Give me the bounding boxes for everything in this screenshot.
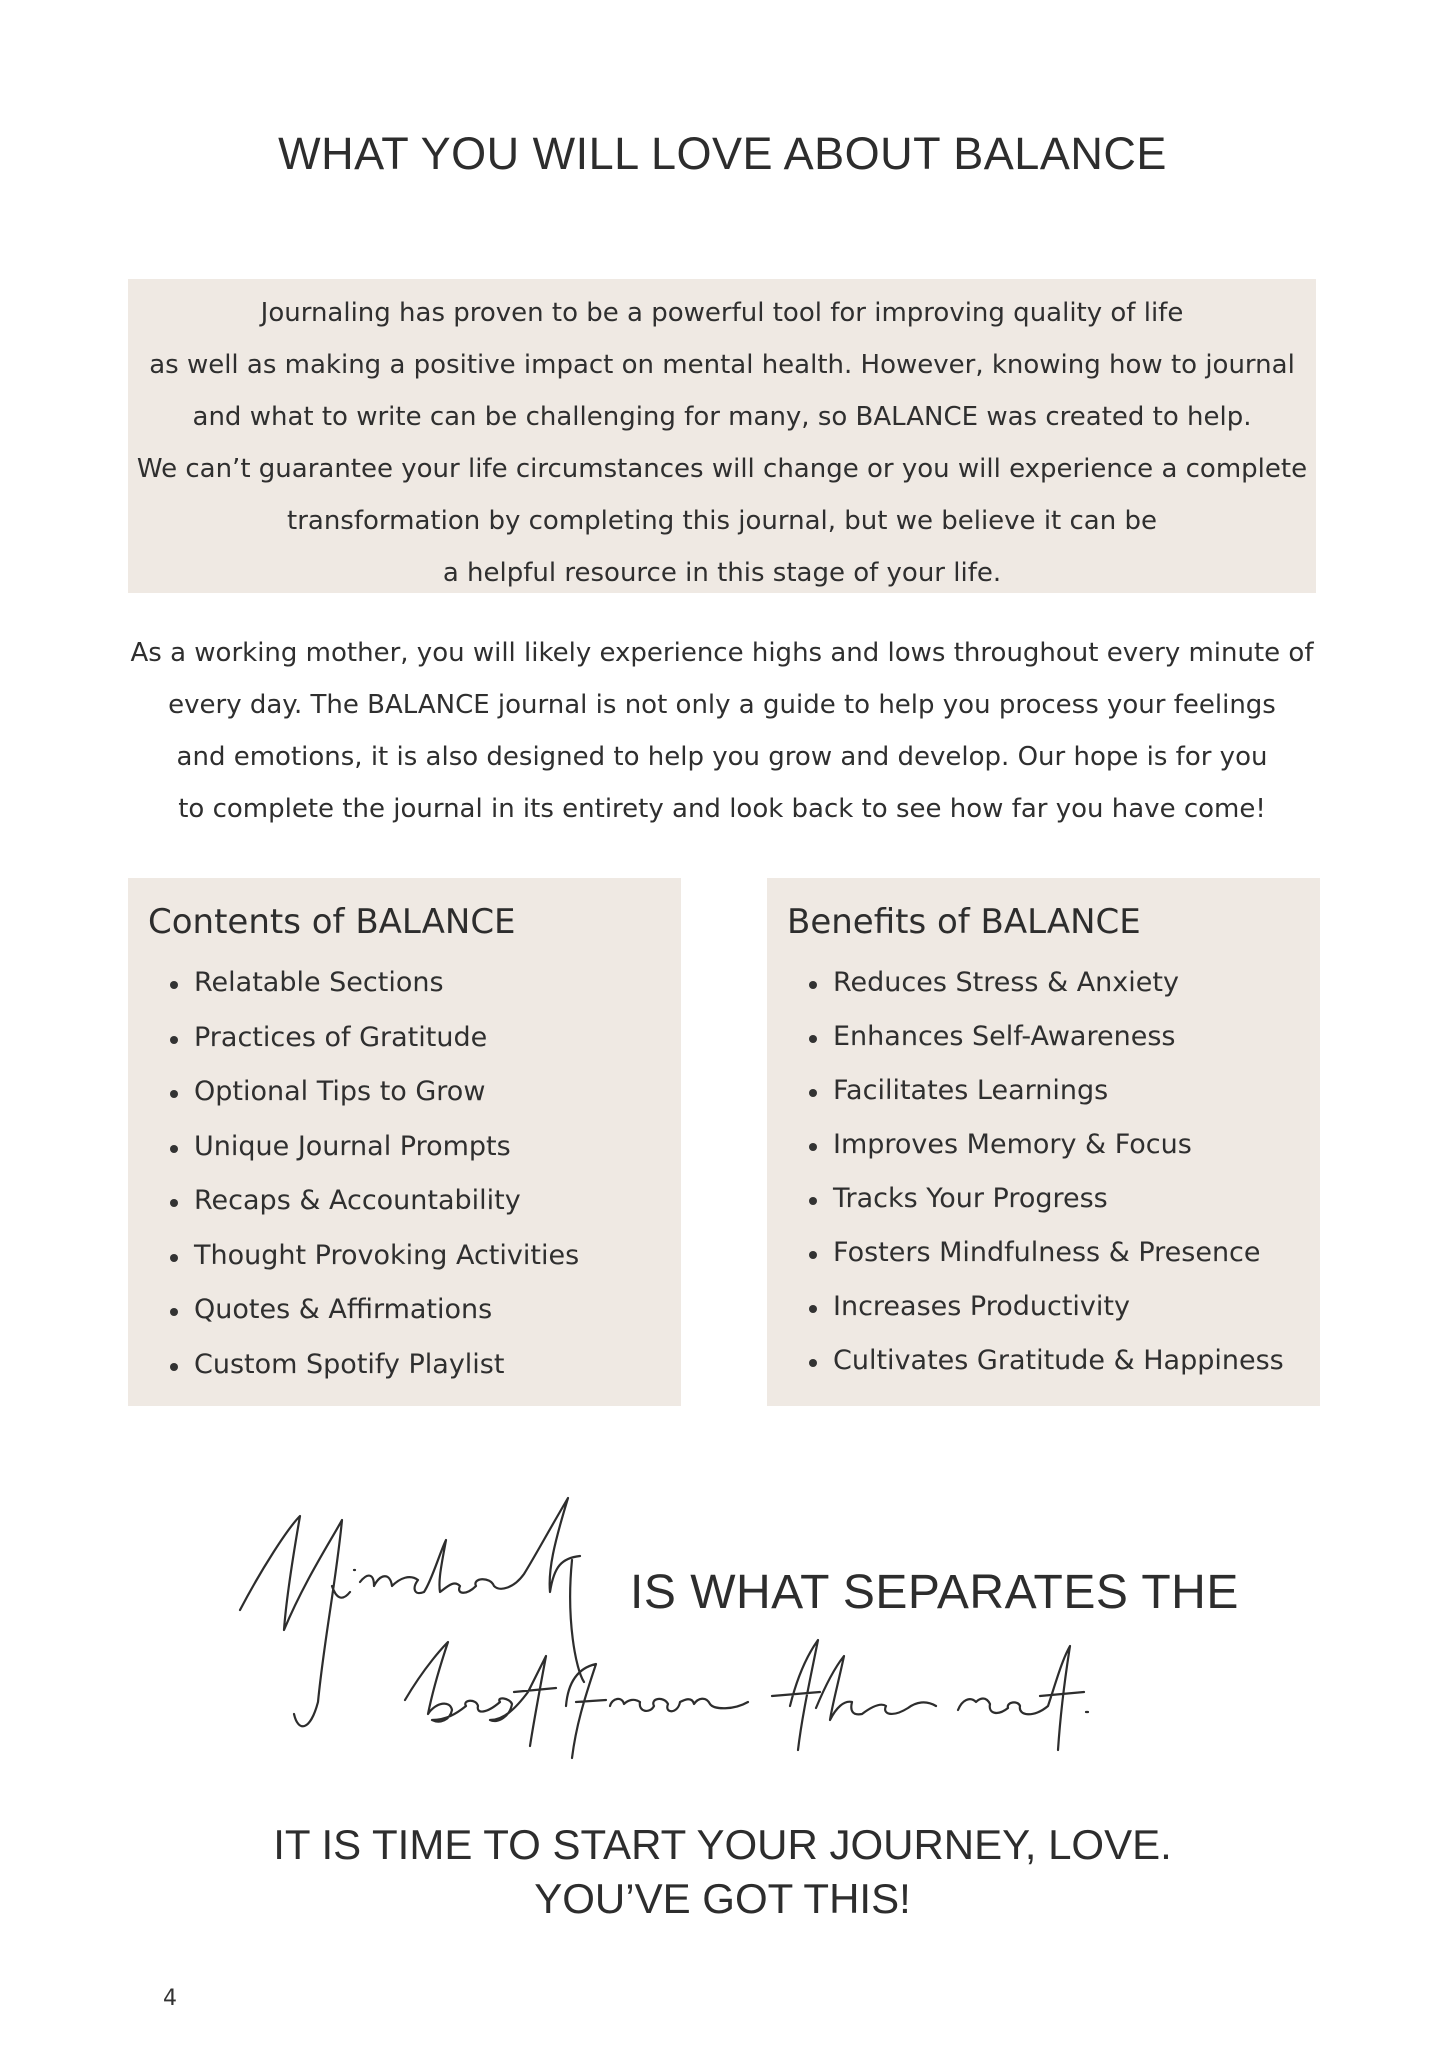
bullet-icon <box>809 1359 817 1367</box>
intro-line: We can’t guarantee your life circumstances will change or you will experience a complete <box>136 454 1308 484</box>
benefits-heading: Benefits of BALANCE <box>787 902 1141 942</box>
list-item-label: Fosters Mindfulness & Presence <box>833 1237 1261 1268</box>
script-lettering <box>0 1470 1445 1770</box>
list-item <box>170 1174 661 1229</box>
intro-line: a helpful resource in this stage of your life. <box>442 558 1002 588</box>
bullet-icon <box>809 1143 817 1151</box>
list-item <box>809 1064 1300 1118</box>
benefits-box <box>767 878 1320 1406</box>
list-item-label: Recaps & Accountability <box>194 1185 521 1216</box>
list-item-label: Quotes & Affirmations <box>194 1294 493 1325</box>
list-item-label: Enhances Self-Awareness <box>833 1021 1176 1052</box>
list-item <box>170 1065 661 1120</box>
intro-line: as well as making a positive impact on mental health. However, knowing how to journal <box>149 350 1295 380</box>
paragraph-line: to complete the journal in its entirety and look back to see how far you have come! <box>178 794 1266 824</box>
script-line-best-from-the-rest <box>405 1640 1088 1758</box>
list-item <box>170 1011 661 1066</box>
bullet-icon <box>170 981 178 989</box>
mindset-quote <box>0 1470 1445 1770</box>
intro-line: transformation by completing this journal, but we believe it can be <box>287 506 1157 536</box>
list-item-label: Improves Memory & Focus <box>833 1129 1192 1160</box>
body-paragraph <box>128 627 1316 835</box>
list-item-label: Increases Productivity <box>833 1291 1130 1322</box>
list-item-label: Facilitates Learnings <box>833 1075 1109 1106</box>
list-item-label: Tracks Your Progress <box>833 1183 1108 1214</box>
list-item-label: Thought Provoking Activities <box>194 1239 580 1271</box>
list-item <box>170 1283 661 1338</box>
bullet-icon <box>170 1363 178 1371</box>
bullet-icon <box>809 981 817 989</box>
list-item <box>809 1280 1300 1334</box>
list-item <box>170 1338 661 1393</box>
list-item-label: Cultivates Gratitude & Happiness <box>833 1345 1284 1376</box>
bullet-icon <box>809 1089 817 1097</box>
closing-message <box>0 1818 1445 1926</box>
list-item <box>809 956 1300 1010</box>
bullet-icon <box>809 1305 817 1313</box>
page-number: 4 <box>163 1986 177 2011</box>
list-item <box>809 1334 1300 1388</box>
list-item <box>809 1172 1300 1226</box>
contents-list <box>148 956 661 1392</box>
paragraph-line: and emotions, it is also designed to help you grow and develop. Our hope is for you <box>176 742 1268 772</box>
intro-line: and what to write can be challenging for many, so BALANCE was created to help. <box>192 402 1252 432</box>
paragraph-line: every day. The BALANCE journal is not only a guide to help you process your feelings <box>168 690 1276 720</box>
intro-line: Journaling has proven to be a powerful tool for improving quality of life <box>260 298 1184 328</box>
contents-heading: Contents of BALANCE <box>148 902 516 942</box>
bullet-icon <box>170 1090 178 1098</box>
bullet-icon <box>170 1036 178 1044</box>
list-item-label: Custom Spotify Playlist <box>194 1348 505 1380</box>
benefits-list <box>787 956 1300 1388</box>
list-item <box>809 1010 1300 1064</box>
script-word-mindset <box>240 1498 584 1726</box>
list-item <box>170 1120 661 1175</box>
bullet-icon <box>170 1254 178 1262</box>
bullet-icon <box>809 1197 817 1205</box>
quote-caps-text: IS WHAT SEPARATES THE <box>630 1566 1239 1619</box>
contents-box <box>128 878 681 1406</box>
list-item-label: Reduces Stress & Anxiety <box>833 967 1179 998</box>
bullet-icon <box>809 1251 817 1259</box>
list-item <box>170 1229 661 1284</box>
list-item-label: Optional Tips to Grow <box>194 1076 486 1107</box>
list-item <box>170 956 661 1011</box>
closing-line: YOU’VE GOT THIS! <box>534 1875 911 1922</box>
intro-box <box>128 279 1316 593</box>
bullet-icon <box>170 1145 178 1153</box>
list-item-label: Unique Journal Prompts <box>194 1130 511 1162</box>
closing-line: IT IS TIME TO START YOUR JOURNEY, LOVE. <box>273 1821 1172 1868</box>
bullet-icon <box>170 1308 178 1316</box>
bullet-icon <box>809 1035 817 1043</box>
list-item-label: Practices of Gratitude <box>194 1021 488 1053</box>
list-item <box>809 1226 1300 1280</box>
list-item-label: Relatable Sections <box>194 967 444 998</box>
page-title: WHAT YOU WILL LOVE ABOUT BALANCE <box>278 128 1167 179</box>
list-item <box>809 1118 1300 1172</box>
bullet-icon <box>170 1199 178 1207</box>
paragraph-line: As a working mother, you will likely experience highs and lows throughout every minute of <box>130 638 1314 668</box>
